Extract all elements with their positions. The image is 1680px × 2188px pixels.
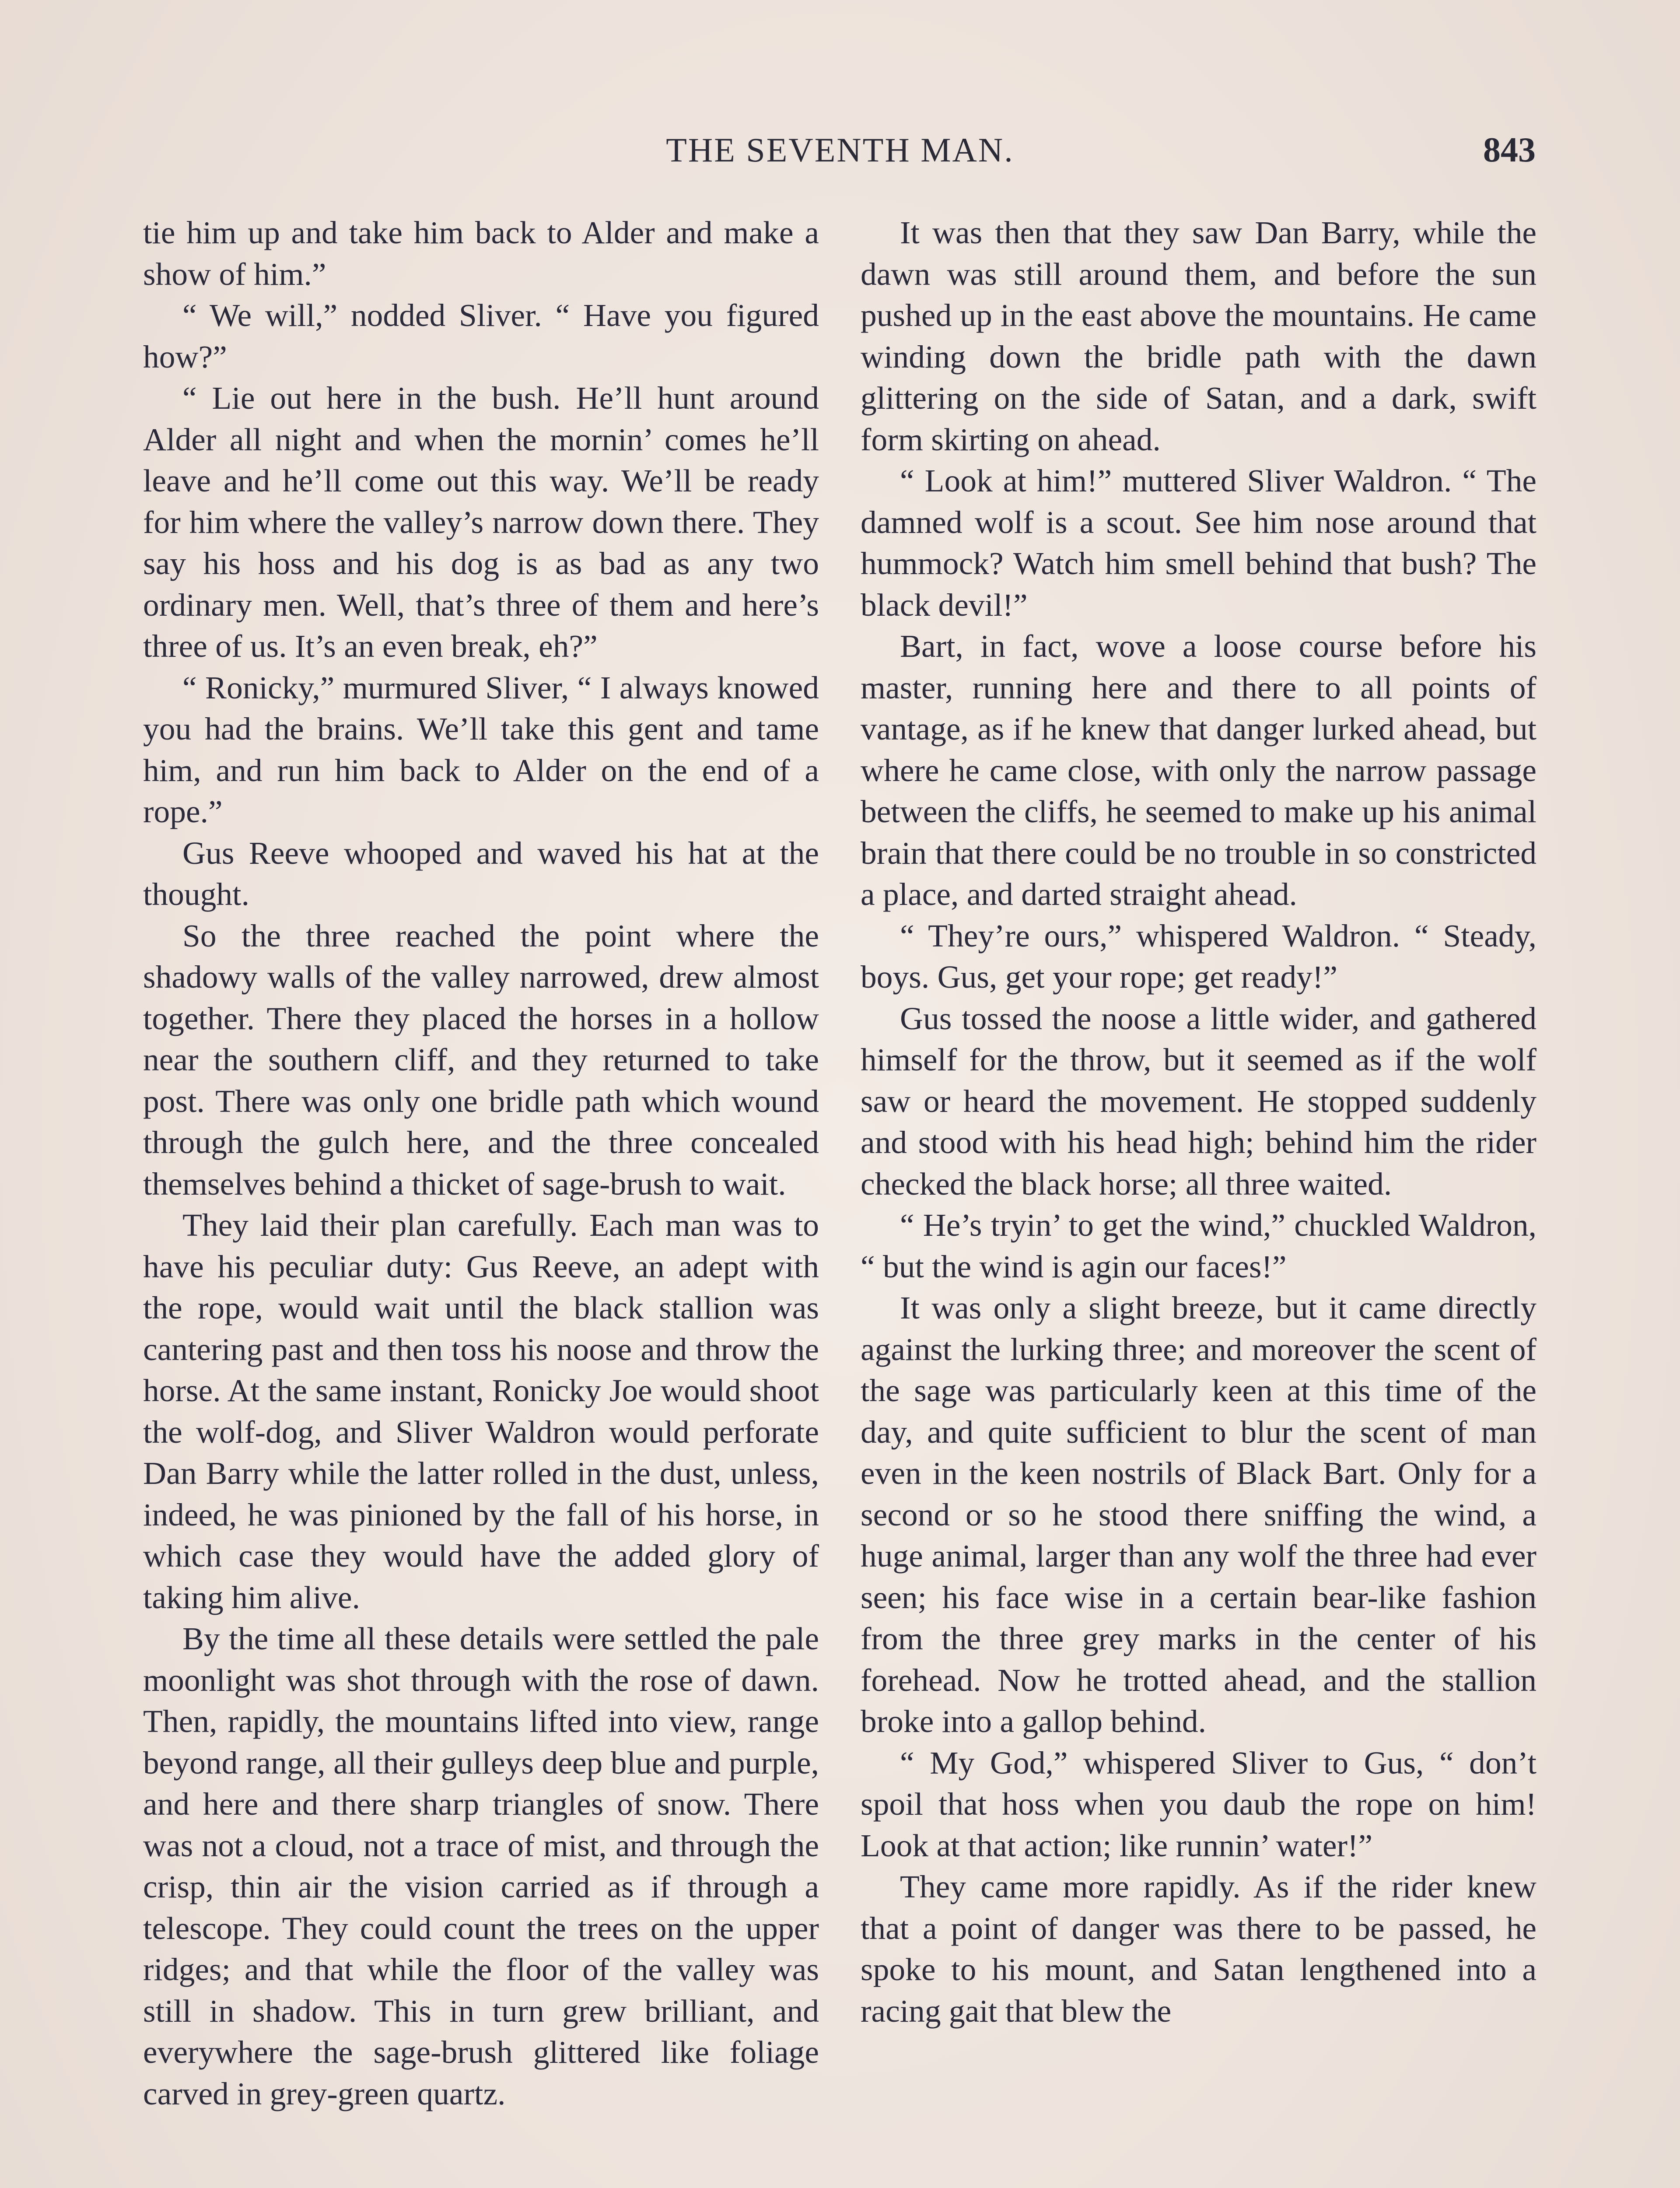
paragraph: “ Lie out here in the bush. He’ll hunt around Alder all night and when the mornin’ comes he’ll leave and he’ll come out this way. We’ll be ready for him where the valley’s narrow down there. They say his hoss and his dog is as bad as any two ordinary men. Well, that’s three of them and here’s three of us. It’s an even break, eh?” (143, 380, 819, 664)
paragraph: “ Ronicky,” murmured Sliver, “ I always knowed you had the brains. We’ll take this gent and tame him, and run him back to Alder on the end of a rope.” (143, 670, 819, 829)
paragraph: “ He’s tryin’ to get the wind,” chuckled Waldron, “ but the wind is agin our faces!” (861, 1207, 1536, 1284)
paragraph: “ Look at him!” muttered Sliver Waldron. “ The damned wolf is a scout. See him nose around that hummock? Watch him smell behind that bush? The black devil!” (861, 463, 1536, 623)
paragraph: By the time all these details were settled the pale moonlight was shot through with the rose of dawn. Then, rapidly, the mountains lifted into view, range beyond range, all their gulleys deep blue and purple, and here and there sharp triangles of snow. There was not a cloud, not a trace of mist, and through the crisp, thin air the vision carried as if through a telescope. They could count the trees on the upper ridges; and that while the floor of the valley was still in shadow. This in turn grew brilliant, and everywhere the sage-brush glittered like foliage carved in grey-green quartz. (143, 1621, 819, 2111)
paragraph: “ They’re ours,” whispered Waldron. “ Steady, boys. Gus, get your rope; get ready!” (861, 918, 1536, 995)
paragraph: “ My God,” whispered Sliver to Gus, “ don’t spoil that hoss when you daub the rope on him! Look at that action; like runnin’ water!” (861, 1745, 1536, 1863)
paragraph: So the three reached the point where the shadowy walls of the valley narrowed, drew almost together. There they placed the horses in a hollow near the southern cliff, and they returned to take post. There was only one bridle path which wound through the gulch here, and the three concealed themselves behind a thicket of sage-brush to wait. (143, 918, 819, 1202)
paragraph: tie him up and take him back to Alder and make a show of him.” (143, 215, 819, 292)
left-text-column (143, 212, 819, 2114)
paragraph: “ We will,” nodded Sliver. “ Have you figured how?” (143, 298, 819, 375)
running-header (0, 130, 1680, 179)
paragraph: Gus Reeve whooped and waved his hat at the thought. (143, 835, 819, 912)
paragraph: It was only a slight breeze, but it came directly against the lurking three; and moreover the scent of the sage was particularly keen at this time of the day, and quite sufficient to blur the scent of man even in the keen nostrils of Black Bart. Only for a second or so he stood there sniffing the wind, a huge animal, larger than any wolf the three had ever seen; his face wise in a certain bear-like fashion from the three grey marks in the center of his forehead. Now he trotted ahead, and the stallion broke into a gallop behind. (861, 1290, 1536, 1739)
paragraph: They laid their plan carefully. Each man was to have his peculiar duty: Gus Reeve, an adept with the rope, would wait until the black stallion was cantering past and then toss his noose and throw the horse. At the same instant, Ronicky Joe would shoot the wolf-dog, and Sliver Waldron would perforate Dan Barry while the latter rolled in the dust, unless, indeed, he was pinioned by the fall of his horse, in which case they would have the added glory of taking him alive. (143, 1207, 819, 1615)
paragraph: Bart, in fact, wove a loose course before his master, running here and there to all points of vantage, as if he knew that danger lurked ahead, but where he came close, with only the narrow passage between the cliffs, he seemed to make up his animal brain that there could be no trouble in so constricted a place, and darted straight ahead. (861, 628, 1536, 912)
paragraph: It was then that they saw Dan Barry, while the dawn was still around them, and before the sun pushed up in the east above the mountains. He came winding down the bridle path with the dawn glittering on the side of Satan, and a dark, swift form skirting on ahead. (861, 215, 1536, 457)
paragraph: They came more rapidly. As if the rider knew that a point of danger was there to be passed, he spoke to his mount, and Satan lengthened into a racing gait that blew the (861, 1869, 1536, 2029)
paragraph: Gus tossed the noose a little wider, and gathered himself for the throw, but it seemed as if the wolf saw or heard the movement. He stopped suddenly and stood with his head high; behind him the rider checked the black horse; all three waited. (861, 1000, 1536, 1202)
page-title: THE SEVENTH MAN. (666, 131, 1014, 169)
right-text-column (861, 212, 1536, 2032)
page-number: 843 (1483, 131, 1536, 169)
